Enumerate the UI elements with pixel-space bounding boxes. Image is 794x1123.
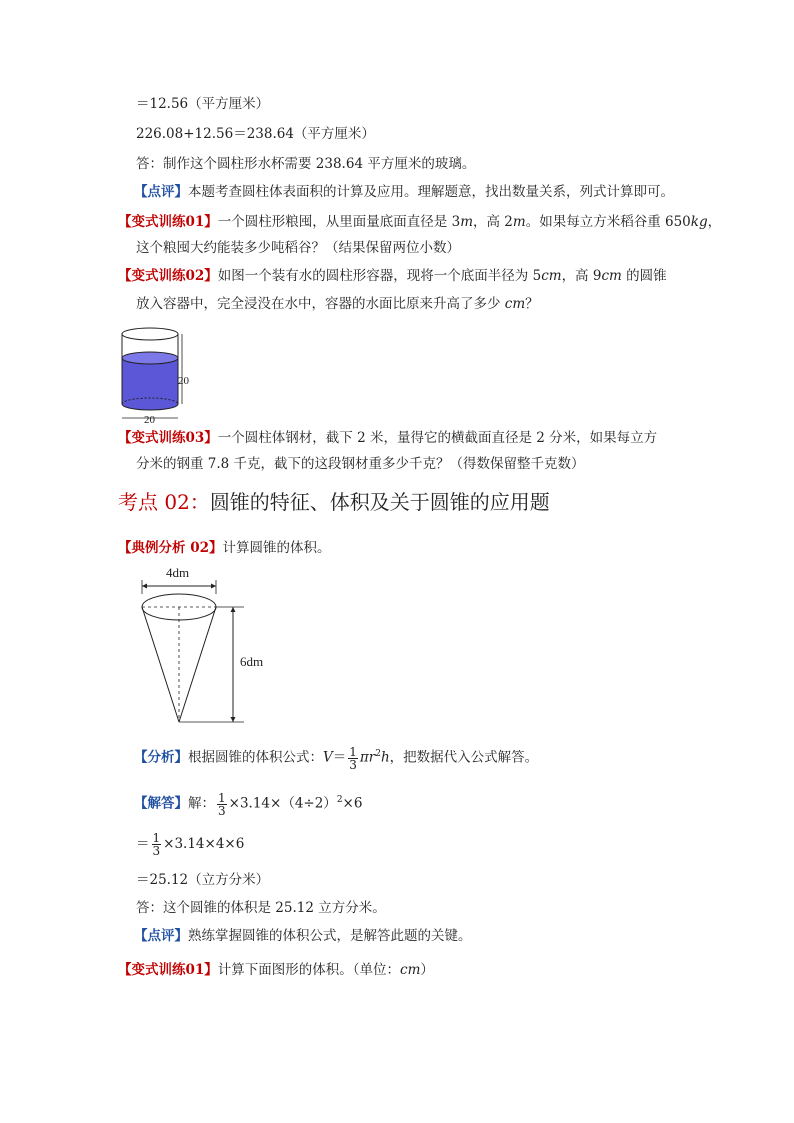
example-tag: 【典例分析 02】 xyxy=(118,540,223,556)
height-label: 20 xyxy=(178,375,189,387)
exercise-03-line-1: 【变式训练03】一个圆柱体钢材，截下 2 米，量得它的横截面直径是 2 分米，如果每立方 xyxy=(118,430,658,446)
exercise-tag: 【变式训练01】 xyxy=(118,962,218,978)
solution-tag: 【解答】 xyxy=(134,795,188,812)
exercise-tag: 【变式训练02】 xyxy=(118,268,218,284)
calc-line-1: ＝12.56（平方厘米） xyxy=(136,96,270,112)
solution-answer: 答：这个圆锥的体积是 25.12 立方分米。 xyxy=(136,900,386,916)
solution-line-2: ＝ $\frac{1}{3}$ ×3.14×4×6 xyxy=(136,831,245,858)
calc-line-2: 226.08+12.56＝238.64（平方厘米） xyxy=(136,126,375,142)
exercise-04-line: 【变式训练01】计算下面图形的体积。（单位：cm） xyxy=(118,962,434,978)
cone-diameter-label: 4dm xyxy=(166,565,190,580)
analysis-tag: 【分析】 xyxy=(134,749,188,766)
exercise-02-line-2: 放入容器中，完全浸没在水中，容器的水面比原来升高了多少 cm？ xyxy=(136,296,539,312)
comment-tag: 【点评】 xyxy=(134,928,188,944)
section-heading xyxy=(118,486,550,515)
answer-line: 答：制作这个圆柱形水杯需要 238.64 平方厘米的玻璃。 xyxy=(136,156,476,172)
section-number: 考点 02： xyxy=(118,490,210,514)
exercise-01-line-2: 这个粮囤大约能装多少吨稻谷？（结果保留两位小数） xyxy=(136,240,460,256)
comment-2-line: 【点评】熟练掌握圆锥的体积公式，是解答此题的关键。 xyxy=(134,928,472,944)
water-fill xyxy=(122,358,178,410)
solution-line-1: 【解答】解： $\frac{1}{3}$ $\times 3.14\times(4\div 2)^2\times 6$ xyxy=(134,790,363,818)
comment-tag: 【点评】 xyxy=(134,184,188,200)
cone-height-label: 6dm xyxy=(240,654,264,669)
fraction: $\frac{1}{3}$ xyxy=(218,790,226,818)
example-02-line: 【典例分析 02】计算圆锥的体积。 xyxy=(118,540,331,556)
cone-figure xyxy=(136,564,271,729)
section-title: 圆锥的特征、体积及关于圆锥的应用题 xyxy=(209,490,550,514)
analysis-line: 【分析】根据圆锥的体积公式：V＝ $\frac{1}{3}$ $\pi r^2h$，把数据代入公式解答。 xyxy=(134,744,539,772)
water-surface xyxy=(122,352,178,364)
fraction: $\frac{1}{3}$ xyxy=(349,744,357,772)
solution-line-3: ＝25.12（立方分米） xyxy=(136,872,270,888)
comment-line xyxy=(134,182,674,202)
comment-text: 本题考查圆柱体表面积的计算及应用。理解题意，找出数量关系，列式计算即可。 xyxy=(188,184,674,200)
exercise-tag: 【变式训练03】 xyxy=(118,430,218,446)
fraction: $\frac{1}{3}$ xyxy=(152,831,161,858)
exercise-tag: 【变式训练01】 xyxy=(118,214,218,230)
diameter-label: 20 xyxy=(144,414,155,426)
cylinder-figure xyxy=(112,322,202,427)
cylinder-top xyxy=(122,328,178,340)
exercise-01-line-1: 【变式训练01】一个圆柱形粮囤，从里面量底面直径是 3m，高 2m。如果每立方米稻谷重 650kg， xyxy=(118,214,722,230)
exercise-02-line-1: 【变式训练02】如图一个装有水的圆柱形容器，现将一个底面半径为 5cm，高 9cm 的圆锥 xyxy=(118,268,667,284)
exercise-03-line-2: 分米的钢重 7.8 千克，截下的这段钢材重多少千克？（得数保留整千克数） xyxy=(136,456,585,472)
